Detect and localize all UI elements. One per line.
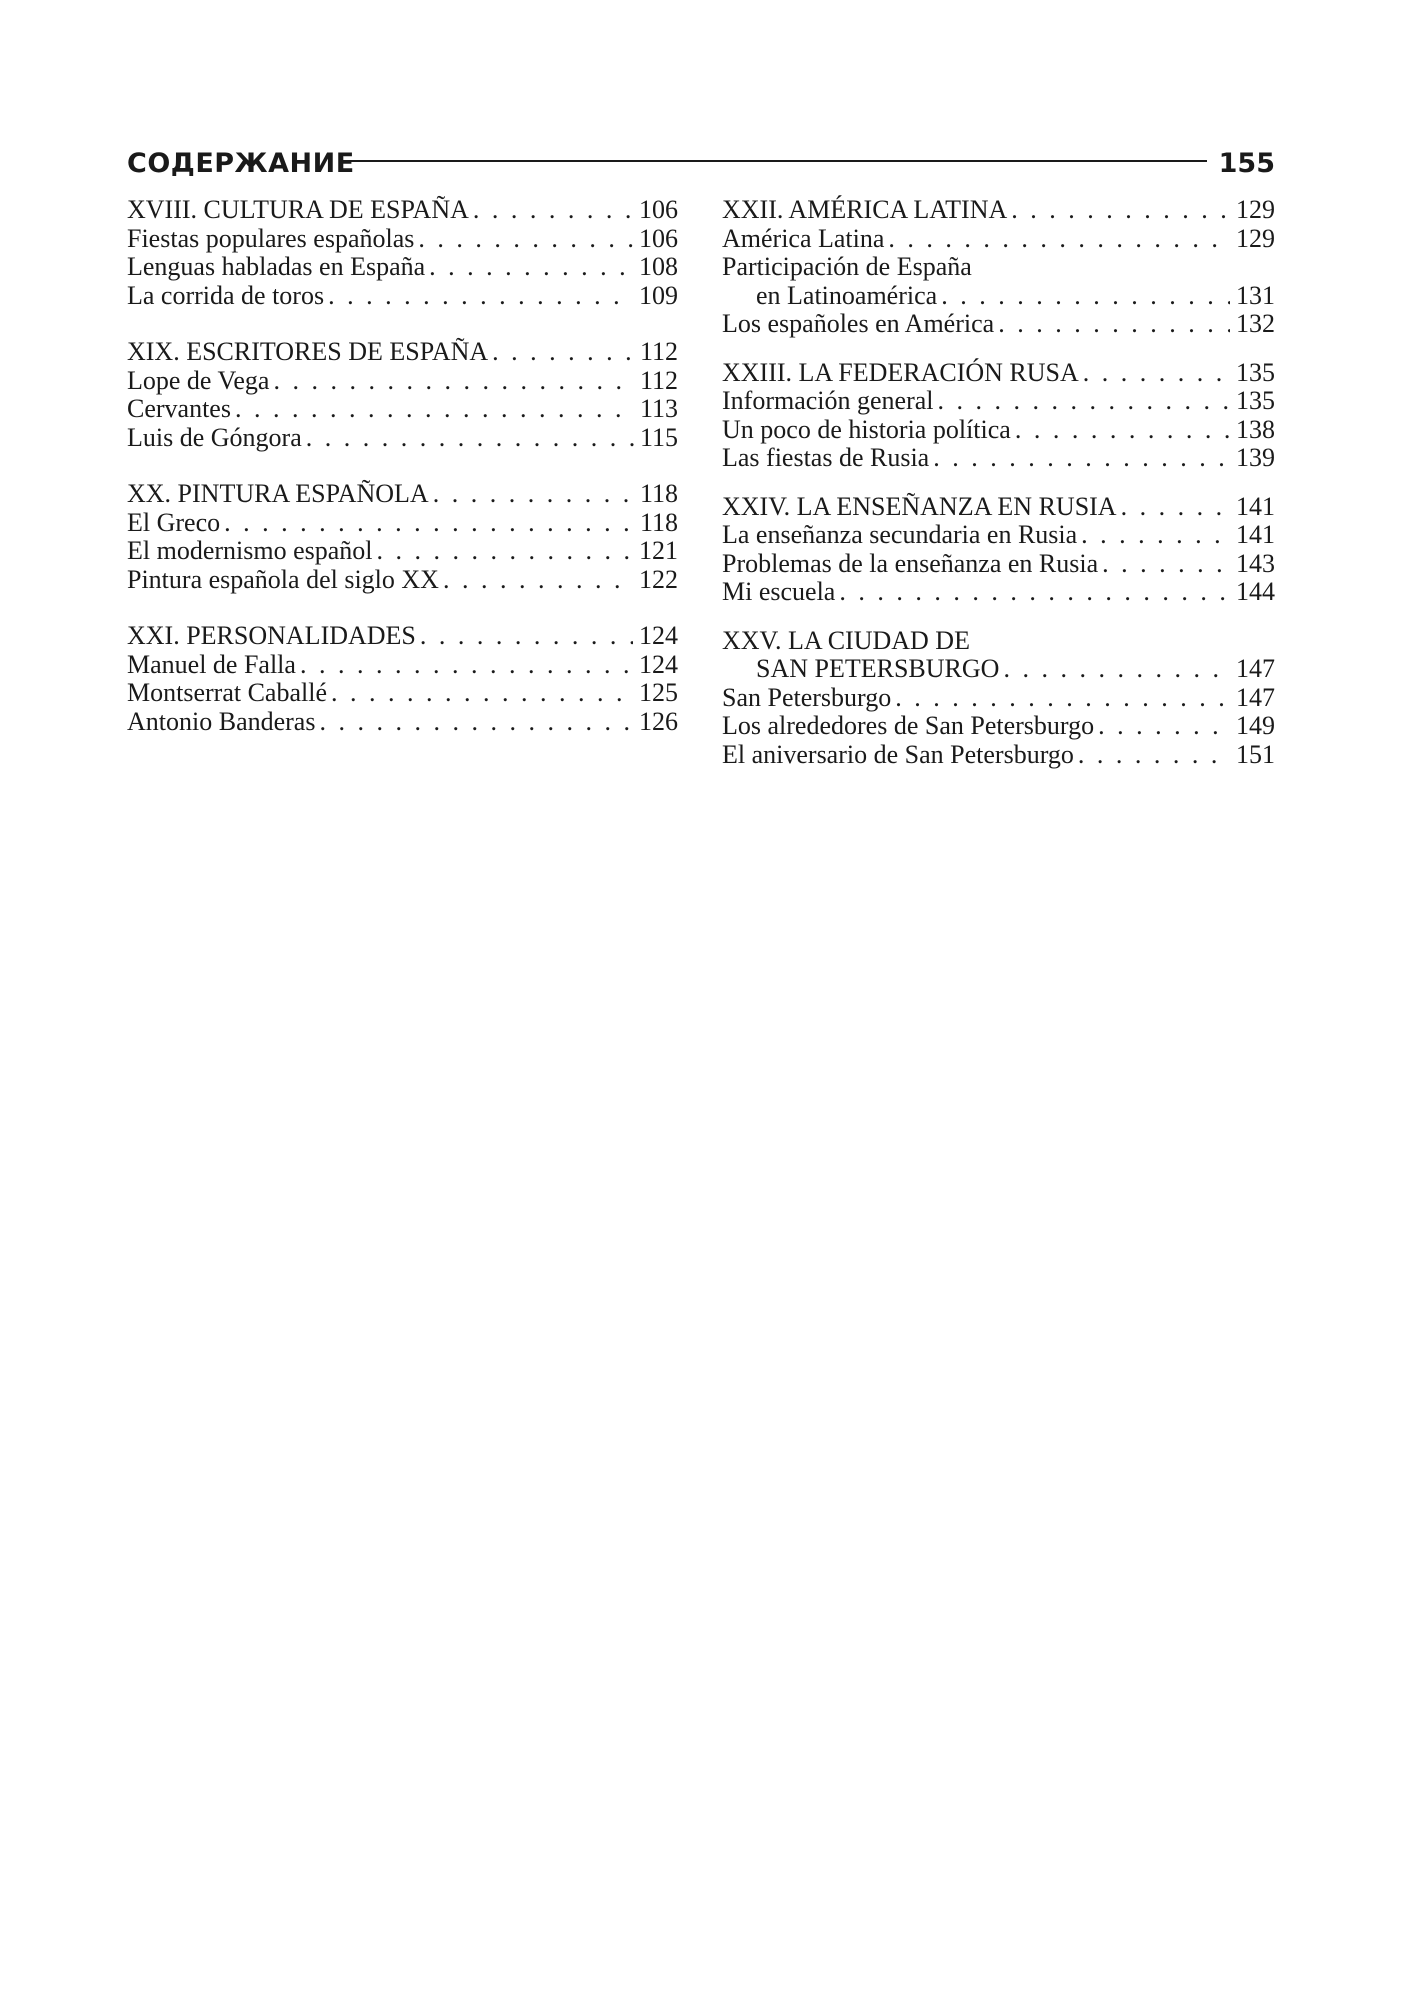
- toc-label: Participación de España: [722, 252, 972, 281]
- dot-leader: [938, 387, 1230, 416]
- toc-label: Montserrat Caballé: [127, 678, 327, 707]
- toc-label: Un poco de historia política: [722, 414, 1011, 444]
- dot-leader: [319, 708, 633, 737]
- toc-page: 129: [1236, 195, 1275, 224]
- toc-label-continuation: en Latinoamérica: [756, 280, 938, 310]
- toc-label: Fiestas populares españolas: [127, 223, 415, 253]
- toc-page: 115: [639, 422, 678, 452]
- toc-label: El Greco: [127, 507, 221, 537]
- toc-label: El modernismo español: [127, 536, 373, 565]
- toc-label: XXII. AMÉRICA LATINA: [722, 195, 1008, 224]
- dot-leader: [433, 480, 634, 509]
- toc-label: Antonio Banderas: [127, 706, 316, 736]
- toc-section-xxv: [722, 627, 1275, 770]
- toc-page: 108: [639, 252, 678, 281]
- toc-page: 149: [1236, 711, 1275, 740]
- toc-page: 138: [1236, 414, 1275, 444]
- toc-label: Información general: [722, 386, 934, 415]
- dot-leader: [235, 395, 634, 424]
- dot-leader: [895, 684, 1230, 713]
- toc-entry[interactable]: [722, 550, 1275, 579]
- toc-page: 139: [1236, 443, 1275, 472]
- toc-label: XXIII. LA FEDERACIÓN RUSA: [722, 357, 1079, 387]
- dot-leader: [1003, 655, 1230, 684]
- dot-leader: [306, 424, 634, 453]
- toc-label: XX. PINTURA ESPAÑOLA: [127, 479, 429, 508]
- toc-entry-first-line[interactable]: [722, 253, 1275, 282]
- toc-entry[interactable]: [127, 537, 678, 566]
- toc-page: 112: [639, 365, 678, 395]
- toc-left-column: [127, 196, 678, 736]
- toc-label: América Latina: [722, 223, 885, 253]
- toc-label: Luis de Góngora: [127, 422, 302, 452]
- toc-chapter-heading-continuation[interactable]: [722, 655, 1275, 684]
- toc-page: 113: [639, 394, 678, 423]
- dot-leader: [1081, 521, 1230, 550]
- toc-page: 147: [1236, 682, 1275, 712]
- toc-page: 141: [1236, 491, 1275, 521]
- toc-chapter-heading[interactable]: [127, 622, 678, 651]
- header-rule: [339, 160, 1207, 162]
- toc-page: 121: [639, 536, 678, 565]
- toc-page: 135: [1236, 357, 1275, 387]
- dot-leader: [224, 509, 634, 538]
- toc-page: 147: [1236, 654, 1275, 683]
- dot-leader: [492, 338, 634, 367]
- toc-page: 109: [639, 280, 678, 310]
- toc-page: 124: [639, 621, 678, 650]
- toc-label: San Petersburgo: [722, 682, 892, 712]
- toc-page: 135: [1236, 386, 1275, 415]
- toc-label: La enseñanza secundaria en Rusia: [722, 520, 1078, 549]
- page-title: СОДЕРЖАНИЕ: [127, 148, 355, 179]
- toc-section-xxii: [722, 196, 1275, 339]
- toc-section-xviii: [127, 196, 678, 310]
- toc-chapter-heading[interactable]: [127, 480, 678, 509]
- toc-label: Cervantes: [127, 394, 231, 423]
- toc-entry[interactable]: [722, 521, 1275, 550]
- dot-leader: [273, 367, 633, 396]
- toc-page: 126: [639, 706, 678, 736]
- toc-page: 106: [639, 223, 678, 253]
- dot-leader: [443, 566, 633, 595]
- dot-leader: [888, 225, 1230, 254]
- toc-label: XXV. LA CIUDAD DE: [722, 625, 970, 655]
- toc-label-continuation: SAN PETERSBURGO: [756, 654, 1000, 683]
- toc-page: 144: [1236, 577, 1275, 606]
- toc-entry[interactable]: [722, 225, 1275, 254]
- dot-leader: [420, 622, 633, 651]
- dot-leader: [1083, 359, 1230, 388]
- dot-leader: [941, 282, 1230, 311]
- toc-label: Lope de Vega: [127, 365, 270, 395]
- toc-entry[interactable]: [127, 282, 678, 311]
- toc-label: El aniversario de San Petersburgo: [722, 739, 1074, 769]
- toc-section-xxiii: [722, 359, 1275, 473]
- dot-leader: [328, 282, 633, 311]
- toc-label: XIX. ESCRITORES DE ESPAÑA: [127, 337, 489, 366]
- dot-leader: [933, 444, 1230, 473]
- dot-leader: [473, 196, 633, 225]
- toc-page: 118: [639, 507, 678, 537]
- dot-leader: [1102, 550, 1230, 579]
- toc-label: XXIV. LA ENSEÑANZA EN RUSIA: [722, 491, 1117, 521]
- toc-chapter-heading[interactable]: [127, 338, 678, 367]
- toc-label: Problemas de la enseñanza en Rusia: [722, 548, 1099, 578]
- toc-page: 124: [639, 649, 678, 679]
- toc-label: Mi escuela: [722, 577, 836, 606]
- toc-label: XVIII. CULTURA DE ESPAÑA: [127, 195, 469, 224]
- page-number: 155: [1218, 148, 1275, 179]
- toc-chapter-heading[interactable]: [722, 196, 1275, 225]
- toc-entry[interactable]: [722, 578, 1275, 607]
- toc-entry[interactable]: [722, 416, 1275, 445]
- dot-leader: [998, 310, 1230, 339]
- toc-label: Los alrededores de San Petersburgo: [722, 711, 1095, 740]
- toc-section-xx: [127, 480, 678, 594]
- toc-label: Lenguas habladas en España: [127, 252, 426, 281]
- toc-entry[interactable]: [127, 395, 678, 424]
- toc-label: La corrida de toros: [127, 280, 325, 310]
- dot-leader: [1098, 712, 1230, 741]
- toc-entry[interactable]: [722, 444, 1275, 473]
- dot-leader: [1011, 196, 1230, 225]
- dot-leader: [839, 578, 1230, 607]
- toc-page: 122: [639, 564, 678, 594]
- toc-chapter-heading-first-line[interactable]: [722, 627, 1275, 656]
- toc-entry[interactable]: [127, 367, 678, 396]
- toc-entry[interactable]: [127, 566, 678, 595]
- toc-page: 129: [1236, 223, 1275, 253]
- toc-label: XXI. PERSONALIDADES: [127, 621, 416, 650]
- toc-page: 141: [1236, 520, 1275, 549]
- toc-entry[interactable]: [127, 509, 678, 538]
- toc-section-xxi: [127, 622, 678, 736]
- toc-entry[interactable]: [127, 679, 678, 708]
- page-header: [127, 144, 1275, 184]
- toc-page: 106: [639, 195, 678, 224]
- toc-chapter-heading[interactable]: [722, 359, 1275, 388]
- toc-label: Las fiestas de Rusia: [722, 443, 930, 472]
- toc-entry[interactable]: [127, 708, 678, 737]
- dot-leader: [1121, 493, 1230, 522]
- toc-entry[interactable]: [722, 712, 1275, 741]
- dot-leader: [300, 651, 633, 680]
- toc-entry[interactable]: [722, 387, 1275, 416]
- toc-label: Pintura española del siglo XX: [127, 564, 439, 594]
- toc-page: 118: [639, 479, 678, 508]
- dot-leader: [331, 679, 633, 708]
- toc-page: 132: [1236, 309, 1275, 338]
- toc-entry[interactable]: [722, 310, 1275, 339]
- toc-entry[interactable]: [722, 684, 1275, 713]
- toc-chapter-heading[interactable]: [722, 493, 1275, 522]
- toc-page: 112: [639, 337, 678, 366]
- toc-page: 143: [1236, 548, 1275, 578]
- toc-entry[interactable]: [127, 253, 678, 282]
- toc-label: Manuel de Falla: [127, 649, 296, 679]
- toc-section-xix: [127, 338, 678, 452]
- toc-right-column: [722, 196, 1275, 769]
- toc-page: 125: [639, 678, 678, 707]
- dot-leader: [1015, 416, 1230, 445]
- toc-section-xxiv: [722, 493, 1275, 607]
- toc-page: 151: [1236, 739, 1275, 769]
- toc-entry[interactable]: [127, 651, 678, 680]
- toc-entry[interactable]: [127, 424, 678, 453]
- dot-leader: [418, 225, 633, 254]
- dot-leader: [429, 253, 633, 282]
- toc-entry-continuation[interactable]: [722, 282, 1275, 311]
- toc-page: 131: [1236, 280, 1275, 310]
- dot-leader: [377, 537, 633, 566]
- toc-chapter-heading[interactable]: [127, 196, 678, 225]
- toc-entry[interactable]: [127, 225, 678, 254]
- dot-leader: [1078, 741, 1230, 770]
- toc-label: Los españoles en América: [722, 309, 995, 338]
- toc-entry[interactable]: [722, 741, 1275, 770]
